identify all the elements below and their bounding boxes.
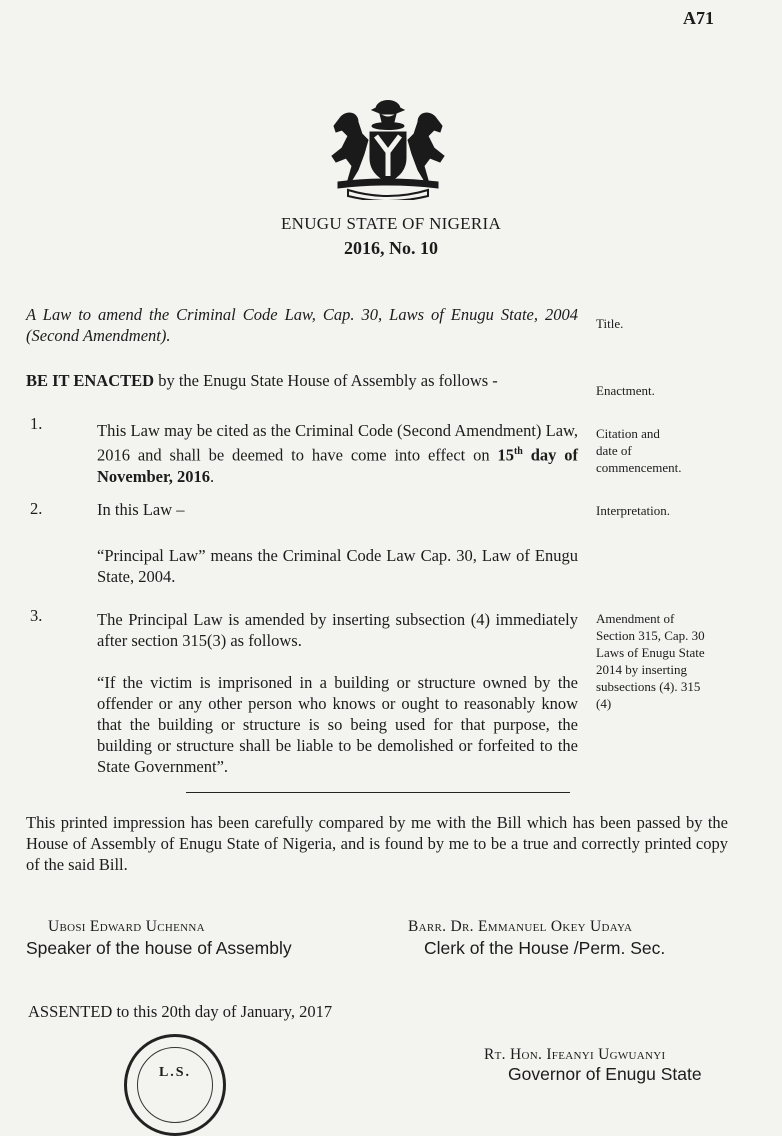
section-3-quote: “If the victim is imprisoned in a building or structure owned by the offender or any other person who knows or ought to reasonably know that the building or structure is so being used for that purpose, the building or structure shall be liable to be demolished or forfeited to the State Government”.: [97, 673, 578, 776]
margin-note-amendment-line-2: Section 315, Cap. 30: [596, 628, 705, 643]
section-1-date: day of November, 2016: [97, 445, 578, 486]
margin-note-title: Title.: [596, 316, 624, 331]
section-3-text: The Principal Law is amended by inserting subsection (4) immediately after section 315(3) as follows.: [97, 610, 578, 650]
seal-text: L.S.: [158, 1065, 192, 1080]
section-number-3: 3.: [30, 606, 43, 625]
state-heading: ENUGU STATE OF NIGERIA: [280, 214, 502, 233]
enactment-rest: by the Enugu State House of Assembly as follows -: [154, 371, 498, 390]
law-title: A Law to amend the Criminal Code Law, Cap. 30, Laws of Enugu State, 2004 (Second Amendment).: [26, 305, 578, 345]
governor-title: Governor of Enugu State: [508, 1064, 702, 1084]
section-2-text: In this Law –: [97, 500, 185, 519]
speaker-title: Speaker of the house of Assembly: [26, 938, 292, 958]
section-1-end: .: [210, 466, 215, 486]
coat-of-arms-icon: [318, 96, 458, 200]
principal-law-definition: “Principal Law” means the Criminal Code Law Cap. 30, Law of Enugu State, 2004.: [97, 546, 578, 586]
speaker-name: Ubosi Edward Uchenna: [48, 918, 205, 935]
assent-text: ASSENTED to this 20th day of January, 2017: [28, 1002, 333, 1021]
divider-rule: [186, 792, 570, 793]
margin-note-amendment: [596, 610, 746, 712]
margin-note-citation: [596, 425, 746, 476]
margin-note-amendment-line-5: subsections (4). 315: [596, 679, 701, 694]
certification-text: This printed impression has been carefully compared by me with the Bill which has been passed by the House of Assembly of Enugu State of Nigeria, and is found by me to be a true and correctly printed copy of the said Bill.: [26, 813, 728, 874]
seal-stamp: [124, 1034, 226, 1136]
clerk-title: Clerk of the House /Perm. Sec.: [424, 938, 666, 958]
margin-note-amendment-line-4: 2014 by inserting: [596, 662, 687, 677]
governor-name: Rt. Hon. Ifeanyi Ugwuanyi: [484, 1046, 666, 1063]
section-number-1: 1.: [30, 414, 43, 433]
section-1-day-suffix: th: [513, 446, 523, 457]
margin-note-citation-line-2: date of: [596, 443, 632, 458]
enactment-clause: [26, 370, 578, 391]
margin-note-interpretation: Interpretation.: [596, 503, 670, 518]
margin-note-citation-line-1: Citation and: [596, 426, 660, 441]
section-number-2: 2.: [30, 499, 43, 518]
section-1-day: 15: [497, 445, 514, 465]
section-1-body: This Law may be cited as the Criminal Code (Second Amendment) Law, 2016 and shall be deemed to have come into effect on: [97, 421, 578, 465]
margin-note-enactment: Enactment.: [596, 383, 655, 398]
enactment-lead: BE IT ENACTED: [26, 371, 155, 390]
margin-note-amendment-line-6: (4): [596, 696, 612, 711]
clerk-name: Barr. Dr. Emmanuel Okey Udaya: [408, 918, 633, 935]
seal-inner-ring: [137, 1047, 213, 1123]
page-number: A71: [683, 8, 714, 28]
margin-note-citation-line-3: commencement.: [596, 460, 682, 475]
margin-note-amendment-line-1: Amendment of: [596, 611, 675, 626]
section-1-text: [97, 420, 578, 487]
law-number: 2016, No. 10: [344, 238, 438, 258]
margin-note-amendment-line-3: Laws of Enugu State: [596, 645, 705, 660]
